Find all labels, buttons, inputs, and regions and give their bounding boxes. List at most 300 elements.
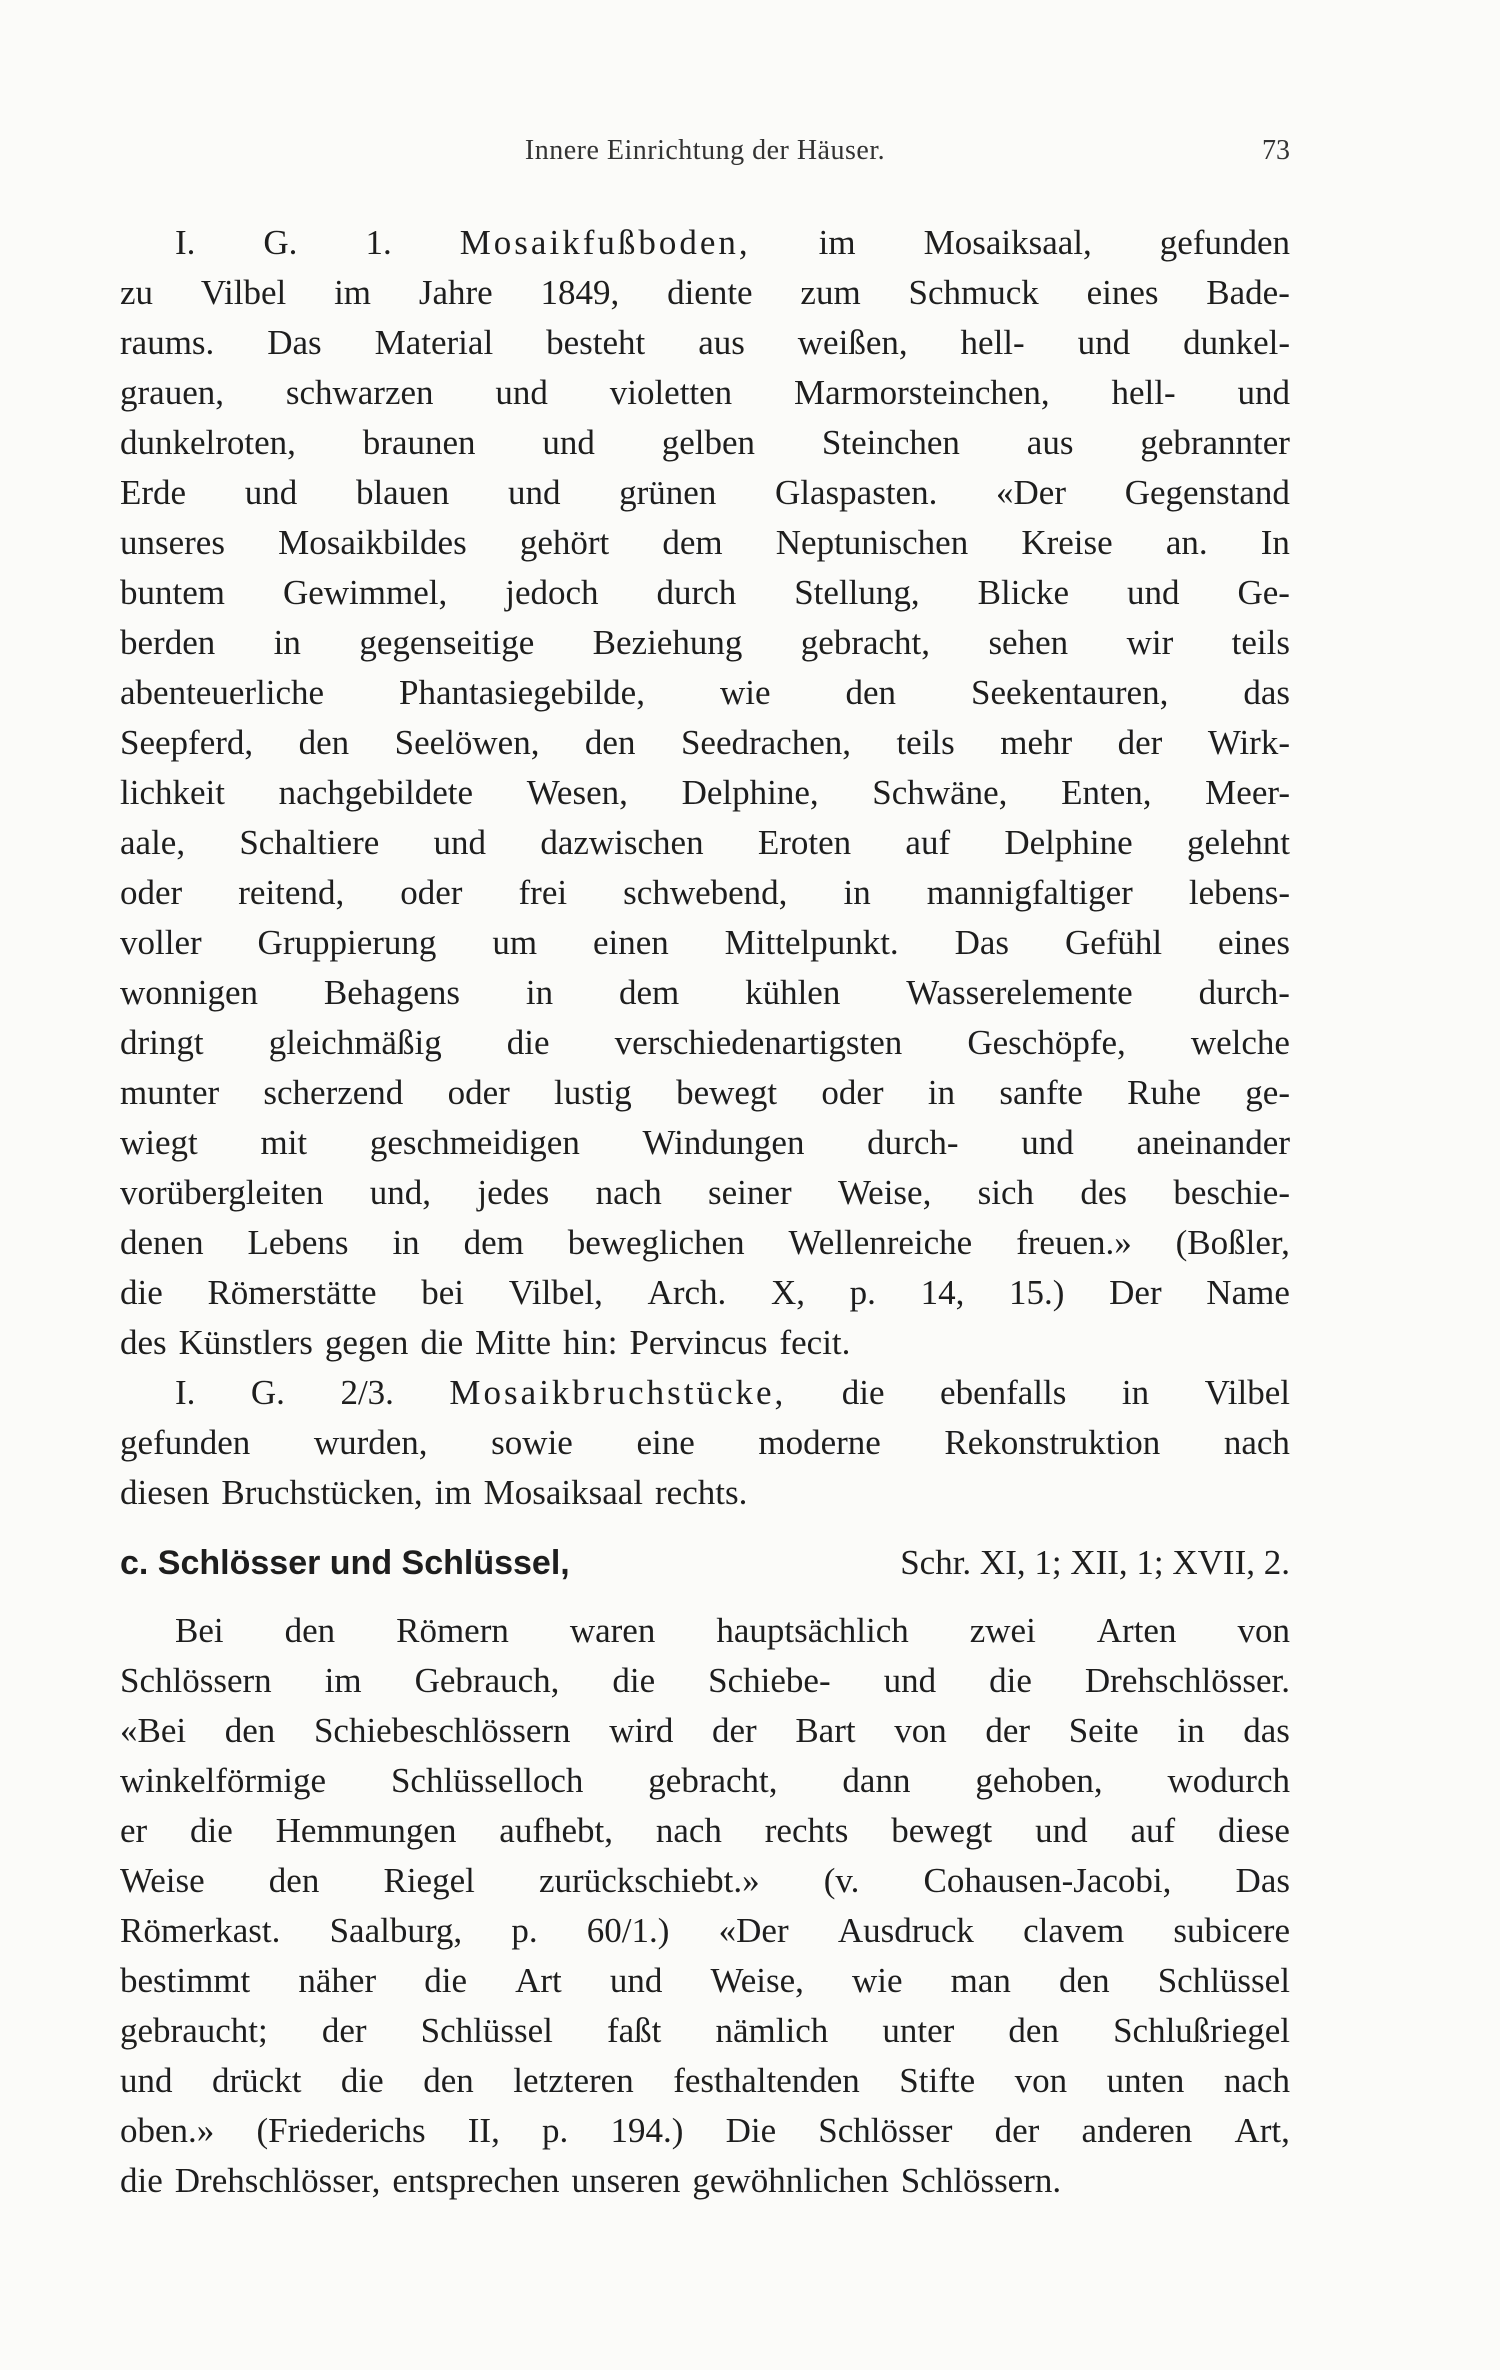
word: Schlüssel <box>420 2011 553 2050</box>
word: Bruchstücken, <box>221 1473 423 1512</box>
word: Phantasiegebilde, <box>399 673 645 712</box>
text-line <box>120 868 1290 918</box>
word: Gewimmel, <box>282 573 448 612</box>
word: dem <box>463 1223 524 1262</box>
word: seiner <box>708 1173 792 1212</box>
word: und <box>120 2061 173 2100</box>
word: moderne <box>758 1423 881 1462</box>
word: Schlüssel <box>1157 1961 1290 2000</box>
word: Bei <box>175 1611 224 1650</box>
word: Seelöwen, <box>394 723 540 762</box>
word: fecit. <box>779 1323 851 1362</box>
text-line <box>120 768 1290 818</box>
word: 1. <box>365 223 392 262</box>
word: die <box>612 1661 656 1700</box>
word: der <box>1117 723 1163 762</box>
word: Enten, <box>1061 773 1152 812</box>
word: Rekonstruktion <box>944 1423 1161 1462</box>
word: sowie <box>491 1423 573 1462</box>
word: Vilbel <box>200 273 287 312</box>
word: Drehschlösser, <box>174 2161 381 2200</box>
text-line <box>120 918 1290 968</box>
word: kühlen <box>745 973 841 1012</box>
word: dem <box>662 523 723 562</box>
word: gewöhnlichen <box>692 2161 889 2200</box>
text-line <box>120 218 1290 268</box>
word: oder <box>120 873 183 912</box>
word: gelben <box>661 423 756 462</box>
word: Windungen <box>642 1123 805 1162</box>
word: aale, <box>120 823 186 862</box>
word: oben.» <box>120 2111 215 2150</box>
word: der <box>711 1711 757 1750</box>
word: nachgebildete <box>278 773 474 812</box>
word: in <box>843 873 871 912</box>
text-line <box>120 268 1290 318</box>
word: Römerstätte <box>207 1273 377 1312</box>
word: Eroten <box>757 823 852 862</box>
text-line <box>120 1418 1290 1468</box>
word: den <box>845 673 897 712</box>
word: entsprechen <box>392 2161 560 2200</box>
word: den <box>298 723 350 762</box>
word: geschmeidigen <box>369 1123 580 1162</box>
text-line <box>120 2106 1290 2156</box>
paragraph-mosaic-fragments <box>120 1368 1290 1518</box>
word: gelehnt <box>1186 823 1290 862</box>
word: Arch. <box>647 1273 727 1312</box>
word: Geschöpfe, <box>967 1023 1126 1062</box>
word: des <box>1080 1173 1128 1212</box>
word: p. <box>511 1911 538 1950</box>
word: beschie- <box>1173 1173 1290 1212</box>
word: Seite <box>1068 1711 1139 1750</box>
word: rechts <box>764 1811 849 1850</box>
word: von <box>894 1711 947 1750</box>
word: Gefühl <box>1064 923 1163 962</box>
word: diesen <box>120 1473 210 1512</box>
word: und <box>1077 323 1131 362</box>
word: Mosaiksaal, <box>923 223 1092 262</box>
word: lichkeit <box>120 773 225 812</box>
word: Stellung, <box>794 573 920 612</box>
word: lebens- <box>1188 873 1290 912</box>
word: die <box>420 1323 464 1362</box>
word: unter <box>882 2011 955 2050</box>
word: Hemmungen <box>275 1811 457 1850</box>
word: gebracht, <box>648 1761 778 1800</box>
word: näher <box>298 1961 377 2000</box>
word: subicere <box>1173 1911 1290 1950</box>
word: Seepferd, <box>120 723 254 762</box>
paragraph-mosaic-floor <box>120 218 1290 1368</box>
text-line <box>120 1706 1290 1756</box>
text-line <box>120 1318 1290 1368</box>
word: (Boßler, <box>1175 1223 1290 1262</box>
word: wie <box>852 1961 903 2000</box>
word: In <box>1260 523 1290 562</box>
word: Das <box>267 323 322 362</box>
word: den <box>1059 1961 1110 2000</box>
word: gegenseitige <box>359 623 535 662</box>
text-line <box>120 1068 1290 1118</box>
word: Bart <box>795 1711 856 1750</box>
word: wie <box>719 673 771 712</box>
word: 60/1.) <box>586 1911 670 1950</box>
text-line <box>120 2056 1290 2106</box>
word: reitend, <box>238 873 345 912</box>
word: Wasserelemente <box>906 973 1133 1012</box>
word: gebrannter <box>1140 423 1290 462</box>
text-line <box>120 2006 1290 2056</box>
word: Künstlers <box>178 1323 313 1362</box>
running-title: Innere Einrichtung der Häuser. <box>524 135 886 166</box>
word: denen <box>120 1223 204 1262</box>
word: «Der <box>718 1911 789 1950</box>
word: und <box>507 473 561 512</box>
word: waren <box>569 1611 656 1650</box>
word: in <box>392 1223 420 1262</box>
word: gehoben, <box>975 1761 1103 1800</box>
word: in <box>525 973 554 1012</box>
word: des <box>120 1323 167 1362</box>
word: eine <box>636 1423 695 1462</box>
text-line <box>120 368 1290 418</box>
word: man <box>950 1961 1011 2000</box>
word: Schlösser <box>818 2111 953 2150</box>
word: wird <box>609 1711 674 1750</box>
word: im <box>434 1473 472 1512</box>
word: G. <box>250 1373 285 1412</box>
word: gefunden <box>1159 223 1290 262</box>
word: Vilbel <box>1204 1373 1290 1412</box>
word: Mosaikbildes <box>278 523 467 562</box>
word: Die <box>725 2111 777 2150</box>
word: violetten <box>609 373 733 412</box>
text-line <box>120 518 1290 568</box>
word: unseres <box>120 523 225 562</box>
word: und <box>1126 573 1180 612</box>
word: Weise, <box>710 1961 804 2000</box>
word: Behagens <box>323 973 460 1012</box>
section-heading-title: c. Schlösser und Schlüssel, <box>120 1544 570 1582</box>
word: den <box>224 1711 276 1750</box>
word: gefunden <box>120 1423 251 1462</box>
word: den <box>584 723 636 762</box>
word: den <box>423 2061 474 2100</box>
word: von <box>1014 2061 1068 2100</box>
word: Gebrauch, <box>414 1661 560 1700</box>
text-line <box>120 2156 1290 2206</box>
word: Schlössern <box>120 1661 272 1700</box>
paragraph-locks <box>120 1606 1290 2206</box>
word: Wellenreiche <box>788 1223 973 1262</box>
word: ebenfalls <box>940 1373 1067 1412</box>
word: schwarzen <box>285 373 434 412</box>
word: und <box>433 823 487 862</box>
word: nach <box>655 1811 722 1850</box>
word: Marmorsteinchen, <box>794 373 1050 412</box>
text-line <box>120 1368 1290 1418</box>
word: Arten <box>1096 1611 1177 1650</box>
word: Schwäne, <box>872 773 1008 812</box>
word: Saalburg, <box>329 1911 463 1950</box>
word: abenteuerliche <box>120 673 325 712</box>
word: und <box>1021 1123 1074 1162</box>
text-line <box>120 418 1290 468</box>
text-line <box>120 568 1290 618</box>
word: durch- <box>1198 973 1290 1012</box>
word: der <box>994 2111 1040 2150</box>
word: Art <box>515 1961 562 2000</box>
word: ge- <box>1245 1073 1290 1112</box>
word: die <box>841 1373 885 1412</box>
word: winkelförmige <box>120 1761 327 1800</box>
word: zu <box>120 273 154 312</box>
word: und <box>1035 1811 1088 1850</box>
word: voller <box>120 923 202 962</box>
word: 2/3. <box>340 1373 394 1412</box>
word: Weise, <box>837 1173 932 1212</box>
text-line <box>120 1756 1290 1806</box>
word: unten <box>1106 2061 1185 2100</box>
word: eines <box>1086 273 1159 312</box>
word: sanfte <box>999 1073 1083 1112</box>
word: im <box>818 223 856 262</box>
text-line <box>120 1118 1290 1168</box>
word: und, <box>369 1173 432 1212</box>
word: faßt <box>606 2011 662 2050</box>
text-line <box>120 1656 1290 1706</box>
text-line <box>120 1268 1290 1318</box>
word: freuen.» <box>1016 1223 1132 1262</box>
word: zum <box>800 273 861 312</box>
word: p. <box>849 1273 876 1312</box>
word: munter <box>120 1073 220 1112</box>
word: Drehschlösser. <box>1084 1661 1290 1700</box>
word: Riegel <box>383 1861 475 1900</box>
word: hauptsächlich <box>716 1611 909 1650</box>
word: Schlußriegel <box>1113 2011 1290 2050</box>
word: von <box>1237 1611 1290 1650</box>
word: braunen <box>362 423 476 462</box>
word: nämlich <box>715 2011 829 2050</box>
word: letzteren <box>513 2061 634 2100</box>
word: die <box>190 1811 233 1850</box>
word: Mosaiksaal <box>483 1473 643 1512</box>
word: Stifte <box>899 2061 976 2100</box>
word: clavem <box>1023 1911 1125 1950</box>
word: und <box>244 473 298 512</box>
word: Schlüsselloch <box>390 1761 584 1800</box>
word: Mittelpunkt. <box>724 923 899 962</box>
word: wiegt <box>120 1123 198 1162</box>
word: Römern <box>396 1611 509 1650</box>
word: in <box>1121 1373 1150 1412</box>
word: welche <box>1190 1023 1290 1062</box>
word: Meer- <box>1205 773 1290 812</box>
word: Material <box>374 323 494 362</box>
word: oder <box>400 873 463 912</box>
word: den <box>284 1611 336 1650</box>
word: raums. <box>120 323 215 362</box>
section-heading-reference: Schr. XI, 1; XII, 1; XVII, 2. <box>900 1543 1290 1582</box>
text-line <box>120 1606 1290 1656</box>
word: Name <box>1206 1273 1290 1312</box>
word: Wesen, <box>526 773 628 812</box>
text-line <box>120 618 1290 668</box>
word: dann <box>842 1761 911 1800</box>
word: Delphine <box>1004 823 1133 862</box>
word: gebracht, <box>800 623 931 662</box>
word: nach <box>1223 1423 1290 1462</box>
word: und <box>542 423 595 462</box>
word: Wirk- <box>1207 723 1290 762</box>
word: Römerkast. <box>120 1911 281 1950</box>
word: sich <box>977 1173 1035 1212</box>
text-line <box>120 668 1290 718</box>
word: den <box>1008 2011 1059 2050</box>
word: nach <box>595 1173 662 1212</box>
text-line <box>120 1168 1290 1218</box>
word: um <box>492 923 538 962</box>
word: X, <box>770 1273 805 1312</box>
page-header <box>120 135 1290 175</box>
word: auf <box>1130 1811 1176 1850</box>
word: lustig <box>554 1073 632 1112</box>
word: diente <box>667 273 753 312</box>
word: und <box>495 373 548 412</box>
word: aus <box>1026 423 1074 462</box>
word: Pervincus <box>629 1323 768 1362</box>
word: diese <box>1218 1811 1290 1850</box>
word: Kreise <box>1021 523 1113 562</box>
word: hell- <box>960 323 1025 362</box>
word: dunkelroten, <box>120 423 296 462</box>
word: sehen <box>988 623 1069 662</box>
word: Cohausen-Jacobi, <box>923 1861 1172 1900</box>
word: 15.) <box>1009 1273 1065 1312</box>
word: grauen, <box>120 373 224 412</box>
word: vorübergleiten <box>120 1173 324 1212</box>
word: Schiebeschlössern <box>313 1711 571 1750</box>
word: gebraucht; <box>120 2011 268 2050</box>
word: aufhebt, <box>499 1811 613 1850</box>
word: und <box>883 1661 937 1700</box>
word: einen <box>592 923 669 962</box>
text-line <box>120 968 1290 1018</box>
word: Jahre <box>418 273 493 312</box>
word: Beziehung <box>592 623 743 662</box>
word: besteht <box>546 323 646 362</box>
word: beweglichen <box>567 1223 745 1262</box>
text-line <box>120 1906 1290 1956</box>
word: Weise <box>120 1861 205 1900</box>
word: Delphine, <box>681 773 819 812</box>
word: Glaspasten. <box>775 473 938 512</box>
text-line <box>120 468 1290 518</box>
word: die <box>120 2161 163 2200</box>
word: durch <box>656 573 737 612</box>
word: scherzend <box>263 1073 404 1112</box>
word: oder <box>821 1073 884 1112</box>
text-line <box>120 1468 1290 1518</box>
page-number: 73 <box>1262 135 1290 166</box>
word: und <box>609 1961 663 2000</box>
word: Gruppierung <box>257 923 437 962</box>
word: im <box>324 1661 362 1700</box>
word: bei <box>421 1273 465 1312</box>
word: gleichmäßig <box>268 1023 442 1062</box>
word: 14, <box>920 1273 965 1312</box>
word: G. <box>263 223 298 262</box>
text-line <box>120 718 1290 768</box>
word: (v. <box>823 1861 860 1900</box>
word: schwebend, <box>623 873 788 912</box>
word: (Friederichs <box>256 2111 426 2150</box>
word: Lebens <box>247 1223 349 1262</box>
word: dringt <box>120 1023 204 1062</box>
word: an. <box>1165 523 1208 562</box>
word: Art, <box>1234 2111 1290 2150</box>
word: Das <box>1235 1861 1290 1900</box>
word: zwei <box>969 1611 1036 1650</box>
body-text <box>120 218 1290 2206</box>
word: durch- <box>867 1123 959 1162</box>
word: gehört <box>519 523 610 562</box>
word: die <box>989 1661 1032 1700</box>
word: er <box>120 1811 148 1850</box>
word: dem <box>618 973 680 1012</box>
text-line <box>120 318 1290 368</box>
word: Mosaikbruchstücke, <box>449 1373 787 1412</box>
word: zurückschiebt.» <box>539 1861 760 1900</box>
word: die <box>506 1023 550 1062</box>
word: eines <box>1218 923 1290 962</box>
word: Gegenstand <box>1124 473 1290 512</box>
word: grünen <box>619 473 717 512</box>
word: anderen <box>1081 2111 1193 2150</box>
word: I. <box>175 1373 196 1412</box>
word: Mosaikfußboden, <box>459 223 751 262</box>
word: weißen, <box>797 323 908 362</box>
word: wir <box>1126 623 1174 662</box>
word: Schiebe- <box>708 1661 831 1700</box>
word: blauen <box>355 473 450 512</box>
text-line <box>120 1218 1290 1268</box>
text-line <box>120 1806 1290 1856</box>
word: die <box>120 1273 163 1312</box>
word: mehr <box>1000 723 1073 762</box>
word: Erde <box>120 473 187 512</box>
word: dazwischen <box>540 823 704 862</box>
word: unseren <box>571 2161 681 2200</box>
word: im <box>334 273 372 312</box>
word: Ausdruck <box>837 1911 974 1950</box>
word: frei <box>518 873 568 912</box>
word: der <box>985 1711 1031 1750</box>
word: teils <box>896 723 955 762</box>
word: wonnigen <box>120 973 259 1012</box>
word: bewegt <box>891 1811 993 1850</box>
word: festhaltenden <box>673 2061 860 2100</box>
text-line <box>120 1856 1290 1906</box>
text-line <box>120 818 1290 868</box>
word: I. <box>175 223 196 262</box>
word: hin: <box>562 1323 618 1362</box>
word: bewegt <box>676 1073 778 1112</box>
word: der <box>321 2011 367 2050</box>
